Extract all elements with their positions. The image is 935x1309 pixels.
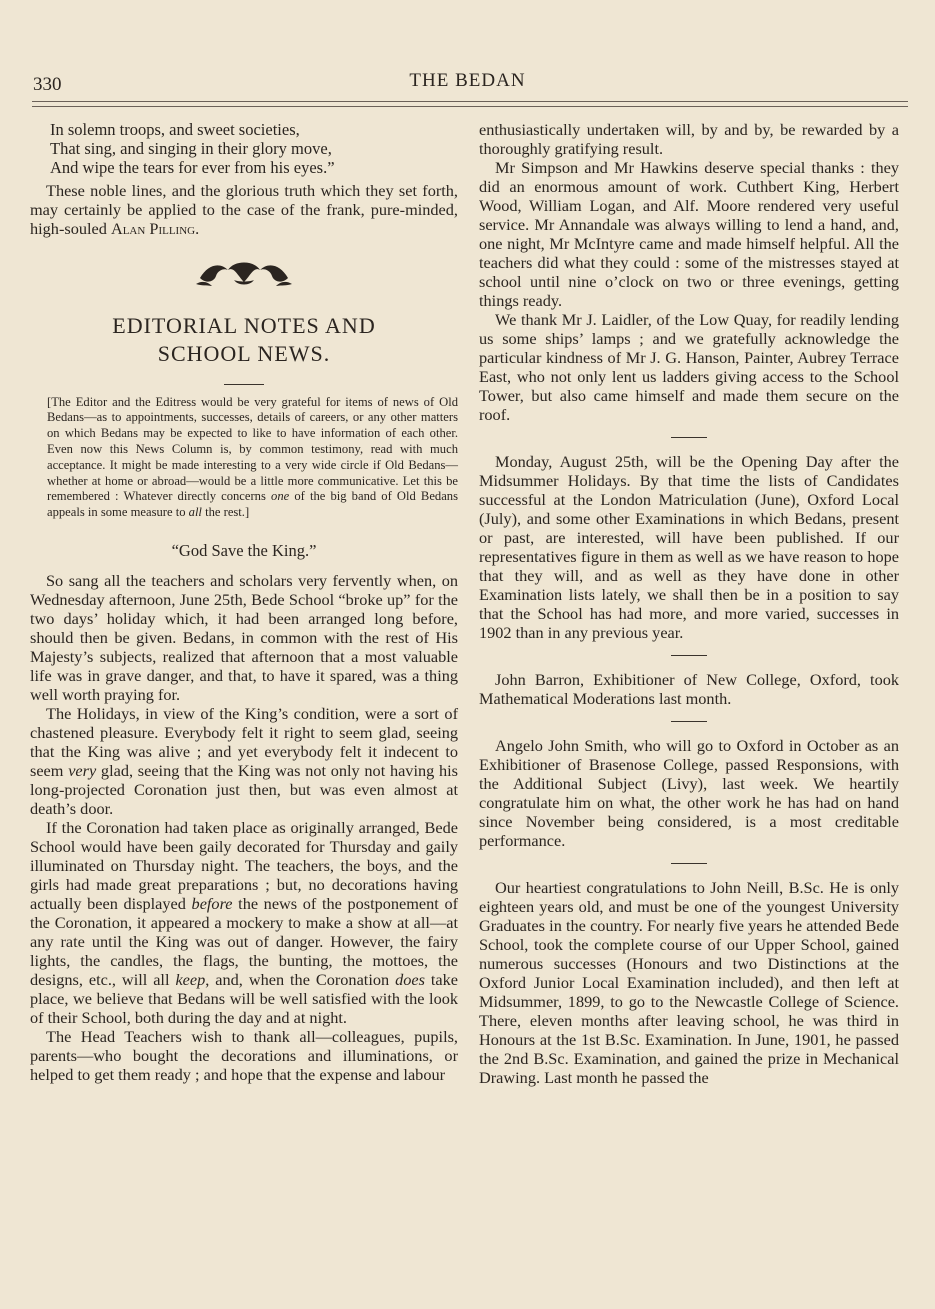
section-title: [30, 312, 458, 368]
body-paragraph: [30, 818, 458, 1027]
section-rule: [671, 863, 707, 864]
title-rule: [224, 384, 264, 385]
body-paragraph: Mr Simpson and Mr Hawkins deserve special thanks : they did an enormous amount of work. Cuthbert King, Herbert Wood, William Logan, and Alf. Moore rendered very useful service. Mr Annandale was always willing to lend a hand, and, one night, Mr McIntyre came and made himself helpful. All the teachers did what they could : some of the mistresses stayed at school until nine o’clock on two or three evenings, getting things ready.: [479, 158, 899, 310]
body-paragraph: [30, 704, 458, 818]
paragraph-emphasis: keep: [175, 969, 206, 989]
section-rule: [671, 721, 707, 722]
section-title-line2: SCHOOL NEWS.: [157, 340, 331, 366]
paragraph-text: The Holidays, in view of the King’s condition, were a sort of chastened pleasure. Everybody felt it right to seem glad, seeing that the King was alive ; and yet everybody felt it indecent to seem: [30, 703, 458, 780]
editor-note-emphasis: all: [188, 505, 202, 520]
body-paragraph: John Barron, Exhibitioner of New College, Oxford, took Mathematical Moderations last month.: [479, 670, 899, 708]
editor-note-text: [The Editor and the Editress would be very grateful for items of news of Old Bedans—as to appointments, successes, details of careers, or any other matters on which Bedans may be expected to like to have information of each other. Even now this News Column is, by common testimony, read with much acceptance. It might be made interesting to a very wide circle if Old Bedans—whether at home or abroad—would be a little more communicative. Let this be remembered : Whatever directly concerns: [47, 394, 458, 504]
tribute-text: These noble lines, and the glorious truth which they set forth, may certainly be applied to the case of the frank, pure-minded, high-souled: [30, 180, 458, 238]
paragraph-emphasis: does: [395, 969, 425, 989]
paragraph-emphasis: before: [191, 893, 233, 913]
paragraph-text: take place, we believe that Bedans will be well satisfied with the look of their School, both during the day and at night.: [30, 969, 458, 1027]
ornament-icon: [194, 256, 294, 290]
paragraph-text: glad, seeing that the King was not only not having his long-projected Coronation just then, but was even almost at death’s door.: [30, 760, 458, 818]
right-column: [479, 120, 899, 1087]
section-title-line1: EDITORIAL NOTES AND: [112, 312, 376, 338]
editor-note-emphasis: one: [271, 489, 290, 504]
body-paragraph: enthusiastically undertaken will, by and by, be rewarded by a thoroughly gratifying result.: [479, 120, 899, 158]
editor-note: [30, 395, 458, 521]
body-paragraph: The Head Teachers wish to thank all—colleagues, pupils, parents—who bought the decorations and illuminations, or helped to get them ready ; and hope that the expense and labour: [30, 1026, 458, 1084]
paragraph-emphasis: very: [68, 760, 97, 780]
paragraph-text: the news of the postponement of the Coronation, it appeared a mockery to make a show at all—at any rate until the King was out of danger. However, the fairy lights, the candles, the flags, the bunting, the mottoes, the designs, etc., will all: [30, 893, 459, 989]
body-paragraph: Our heartiest congratulations to John Neill, B.Sc. He is only eighteen years old, and must be one of the youngest University Graduates in the country. For nearly five years he attended Bede School, took the complete course of our Upper School, gained numerous successes (Honours and two Distinctions at the Oxford Junior Local Examination included), and then left at Midsummer, 1899, to go to the Newcastle College of Science. There, eleven months after leaving school, he was third in Honours at the 1st B.Sc. Examination. In June, 1901, he passed the 2nd B.Sc. Examination, and gained the prize in Mechanical Drawing. Last month he passed the: [479, 878, 899, 1087]
poem-excerpt: [30, 120, 458, 178]
body-paragraph: So sang all the teachers and scholars very fervently when, on Wednesday afternoon, June 25th, Bede School “broke up” for the two days’ holiday which, it had been arranged long before, should then be given. Bedans, in common with the rest of His Majesty’s subjects, realized that afternoon that a most valuable life was in grave danger, and that, to have it spared, was a thing well worth praying for.: [30, 570, 458, 704]
paragraph-text: If the Coronation had taken place as originally arranged, Bede School would have been gaily decorated for Thursday and gaily illuminated on Thursday night. The teachers, the boys, and the girls had made great preparations ; but, no decorations having actually been displayed: [30, 817, 458, 913]
editor-note-text: of the big band of Old Bedans appeals in some measure to: [47, 489, 459, 520]
page-number: 330: [33, 74, 62, 95]
body-paragraph: We thank Mr J. Laidler, of the Low Quay, for readily lending us some ships’ lamps ; and we gratefully acknowledge the particular kindness of Mr J. G. Hanson, Painter, Aubrey Terrace East, who not only lent us ladders giving access to the School Tower, but also came himself and made them secure on the roof.: [479, 310, 899, 424]
tribute-name: Alan Pilling.: [110, 218, 200, 238]
section-rule: [671, 437, 707, 438]
poem-line: That sing, and singing in their glory move,: [50, 139, 332, 159]
poem-line: And wipe the tears for ever from his eyes.”: [50, 158, 335, 178]
editor-note-text: the rest.]: [201, 505, 250, 520]
poem-line: In solemn troops, and sweet societies,: [50, 120, 300, 139]
left-column: [30, 120, 458, 1084]
running-title: THE BEDAN: [409, 70, 526, 91]
paragraph-text: , and, when the Coronation: [205, 969, 396, 989]
subheading: “God Save the King.”: [171, 540, 317, 560]
section-rule: [671, 655, 707, 656]
header-rule: [32, 101, 908, 102]
body-paragraph: Monday, August 25th, will be the Opening Day after the Midsummer Holidays. By that time the lists of Candidates successful at the London Matriculation (June), Oxford Local (July), and some other Examinations in which Bedans, present or past, are interested, will have been published. If our representatives figure in them as well as we have reason to hope that they will, and as well as they have done in other Examination lists lately, we shall then be in a position to say that the School has had more, and more varied, successes in 1902 than in any previous year.: [479, 452, 899, 642]
tribute-paragraph: [30, 181, 458, 238]
header-rule-lower: [32, 106, 908, 107]
body-paragraph: Angelo John Smith, who will go to Oxford in October as an Exhibitioner of Brasenose College, passed Responsions, with the Additional Subject (Livy), last week. We heartily congratulate him on what, the other work he has had on hand since November being considered, is a most creditable performance.: [479, 736, 899, 850]
